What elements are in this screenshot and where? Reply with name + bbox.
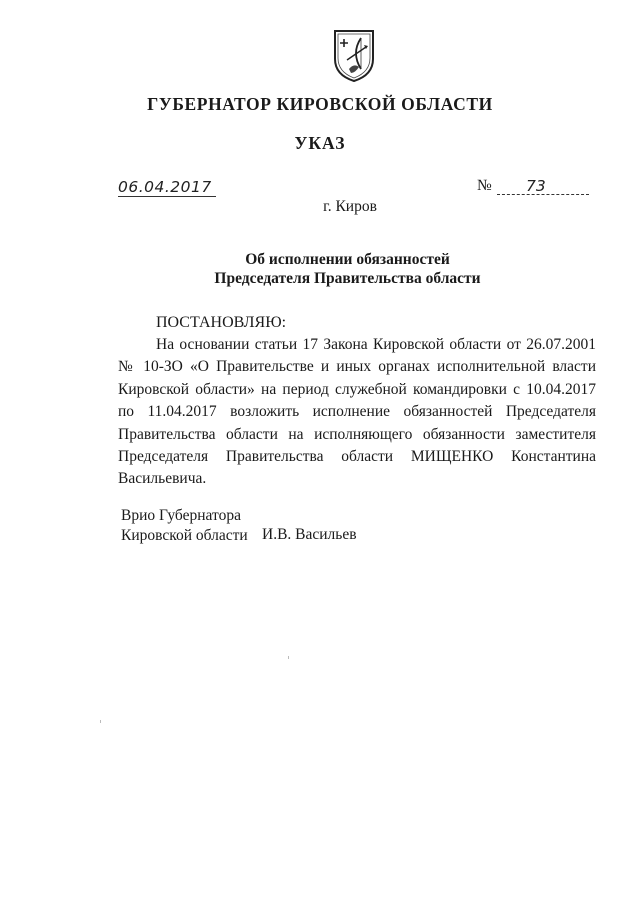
decree-date: 06.04.2017 [118,178,216,197]
subject-line-1: Об исполнении обязанностей [245,251,450,268]
kirov-coat-of-arms-icon [331,27,377,83]
signer-title-line-2: Кировской области [121,527,248,544]
document-type: УКАЗ [294,133,346,153]
decree-subject [0,250,640,288]
city: г. Киров [323,198,377,215]
signer-name: И.В. Васильев [262,526,357,543]
decree-body-text: На основании статьи 17 Закона Кировской области от 26.07.2001 № 10-ЗО «О Правительстве и иных органах исполнительной власти Кировской области» на период служебной командировки с 10.04.2017 по 11.04.2017 возложить исполнение обязанностей Председателя Правительства области на исполняющего обязанности заместителя Председателя Правительства области МИЩЕНКО Константина Васильевича. [118,336,596,488]
scan-mark [100,720,101,723]
signer-title [121,506,248,546]
issuer-title: ГУБЕРНАТОР КИРОВСКОЙ ОБЛАСТИ [147,94,493,114]
decree-word: ПОСТАНОВЛЯЮ: [156,314,287,331]
number-label: № [477,177,492,194]
subject-line-2: Председателя Правительства области [214,270,481,287]
scan-mark [288,656,289,659]
decree-body [118,334,596,491]
decree-number: 73 [526,177,546,195]
signer-title-line-1: Врио Губернатора [121,507,241,524]
